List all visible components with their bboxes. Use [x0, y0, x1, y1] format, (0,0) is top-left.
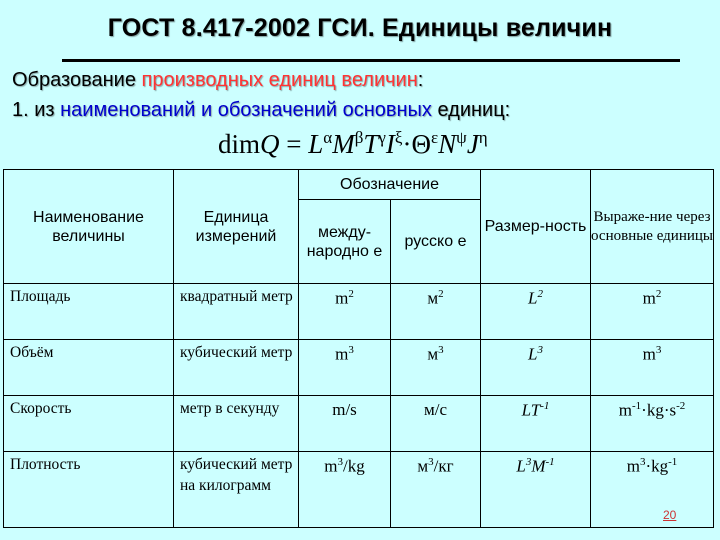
formula-theta: Θ: [411, 129, 431, 159]
formula-beta: β: [354, 128, 364, 147]
row-intl: $m^2$: [299, 284, 391, 340]
formula-q: Q: [260, 129, 280, 159]
row-dim: $L^3M^{-1}$: [481, 452, 591, 528]
row-rus: $м^3$: [391, 340, 481, 396]
header-russian: русско е: [391, 200, 481, 284]
row-intl: m/s: [299, 396, 391, 452]
table-row: [4, 284, 714, 340]
header-international: между-народно е: [299, 200, 391, 284]
formula-m: M: [332, 129, 355, 159]
row-rus: $м^3/кг$: [391, 452, 481, 528]
row-name: Скорость: [4, 396, 174, 452]
item-tail: единиц:: [431, 99, 511, 121]
header-designation: Обозначение: [299, 170, 481, 200]
title-underline: [62, 59, 680, 62]
row-dim: $LT^{-1}$: [481, 396, 591, 452]
row-dim: $L^2$: [481, 284, 591, 340]
row-unit: кубический метр на килограмм: [174, 452, 299, 528]
formula-dot: ·: [402, 129, 412, 159]
item-text: наименований и обозначений основных: [60, 99, 432, 121]
row-expr: $m^{-1}\cdot kg\cdot s^{-2}$: [591, 396, 714, 452]
formula-gamma: γ: [378, 128, 386, 147]
formula-eta: η: [478, 128, 488, 147]
formula-i: I: [385, 129, 395, 159]
formula-l: L: [308, 129, 324, 159]
intro-prefix: Образование: [12, 69, 142, 91]
formula-xi: ξ: [394, 128, 403, 147]
slide-title: ГОСТ 8.417-2002 ГСИ. Единицы величин: [107, 14, 613, 42]
table-row: [4, 452, 714, 528]
intro-suffix: :: [417, 69, 424, 91]
header-expression: Выраже-ние через основные единицы: [591, 170, 714, 284]
row-intl: $m^3/kg$: [299, 452, 391, 528]
row-name: Площадь: [4, 284, 174, 340]
formula-t: T: [363, 129, 379, 159]
row-name: Объём: [4, 340, 174, 396]
intro-highlight: производных единиц величин: [141, 69, 418, 91]
row-dim: $L^3$: [481, 340, 591, 396]
formula-alpha: α: [323, 128, 333, 147]
header-dimension: Размер-ность: [481, 170, 591, 284]
item-number: 1. из: [12, 99, 61, 121]
row-unit: метр в секунду: [174, 396, 299, 452]
row-rus: м/с: [391, 396, 481, 452]
formula-epsilon: ε: [431, 128, 439, 147]
formula-n: N: [438, 129, 457, 159]
formula-eq: =: [286, 129, 302, 159]
row-rus: $м^2$: [391, 284, 481, 340]
row-expr: $m^3\cdot kg^{-1}$: [591, 452, 714, 528]
formula-j: J: [466, 129, 479, 159]
table-row: [4, 340, 714, 396]
page-number: 20: [663, 508, 677, 522]
row-name: Плотность: [4, 452, 174, 528]
intro-line: [12, 69, 423, 92]
table-row: [4, 396, 714, 452]
intro-item: [12, 99, 510, 122]
units-table: [3, 169, 714, 528]
row-unit: квадратный метр: [174, 284, 299, 340]
row-intl: $m^3$: [299, 340, 391, 396]
dimension-formula: [218, 128, 488, 160]
header-unit: Единица измерений: [174, 170, 299, 284]
row-expr: $m^3$: [591, 340, 714, 396]
formula-dim: dim: [218, 129, 261, 159]
row-expr: $m^2$: [591, 284, 714, 340]
header-name: Наименование величины: [4, 170, 174, 284]
formula-psi: ψ: [456, 128, 467, 147]
row-unit: кубический метр: [174, 340, 299, 396]
